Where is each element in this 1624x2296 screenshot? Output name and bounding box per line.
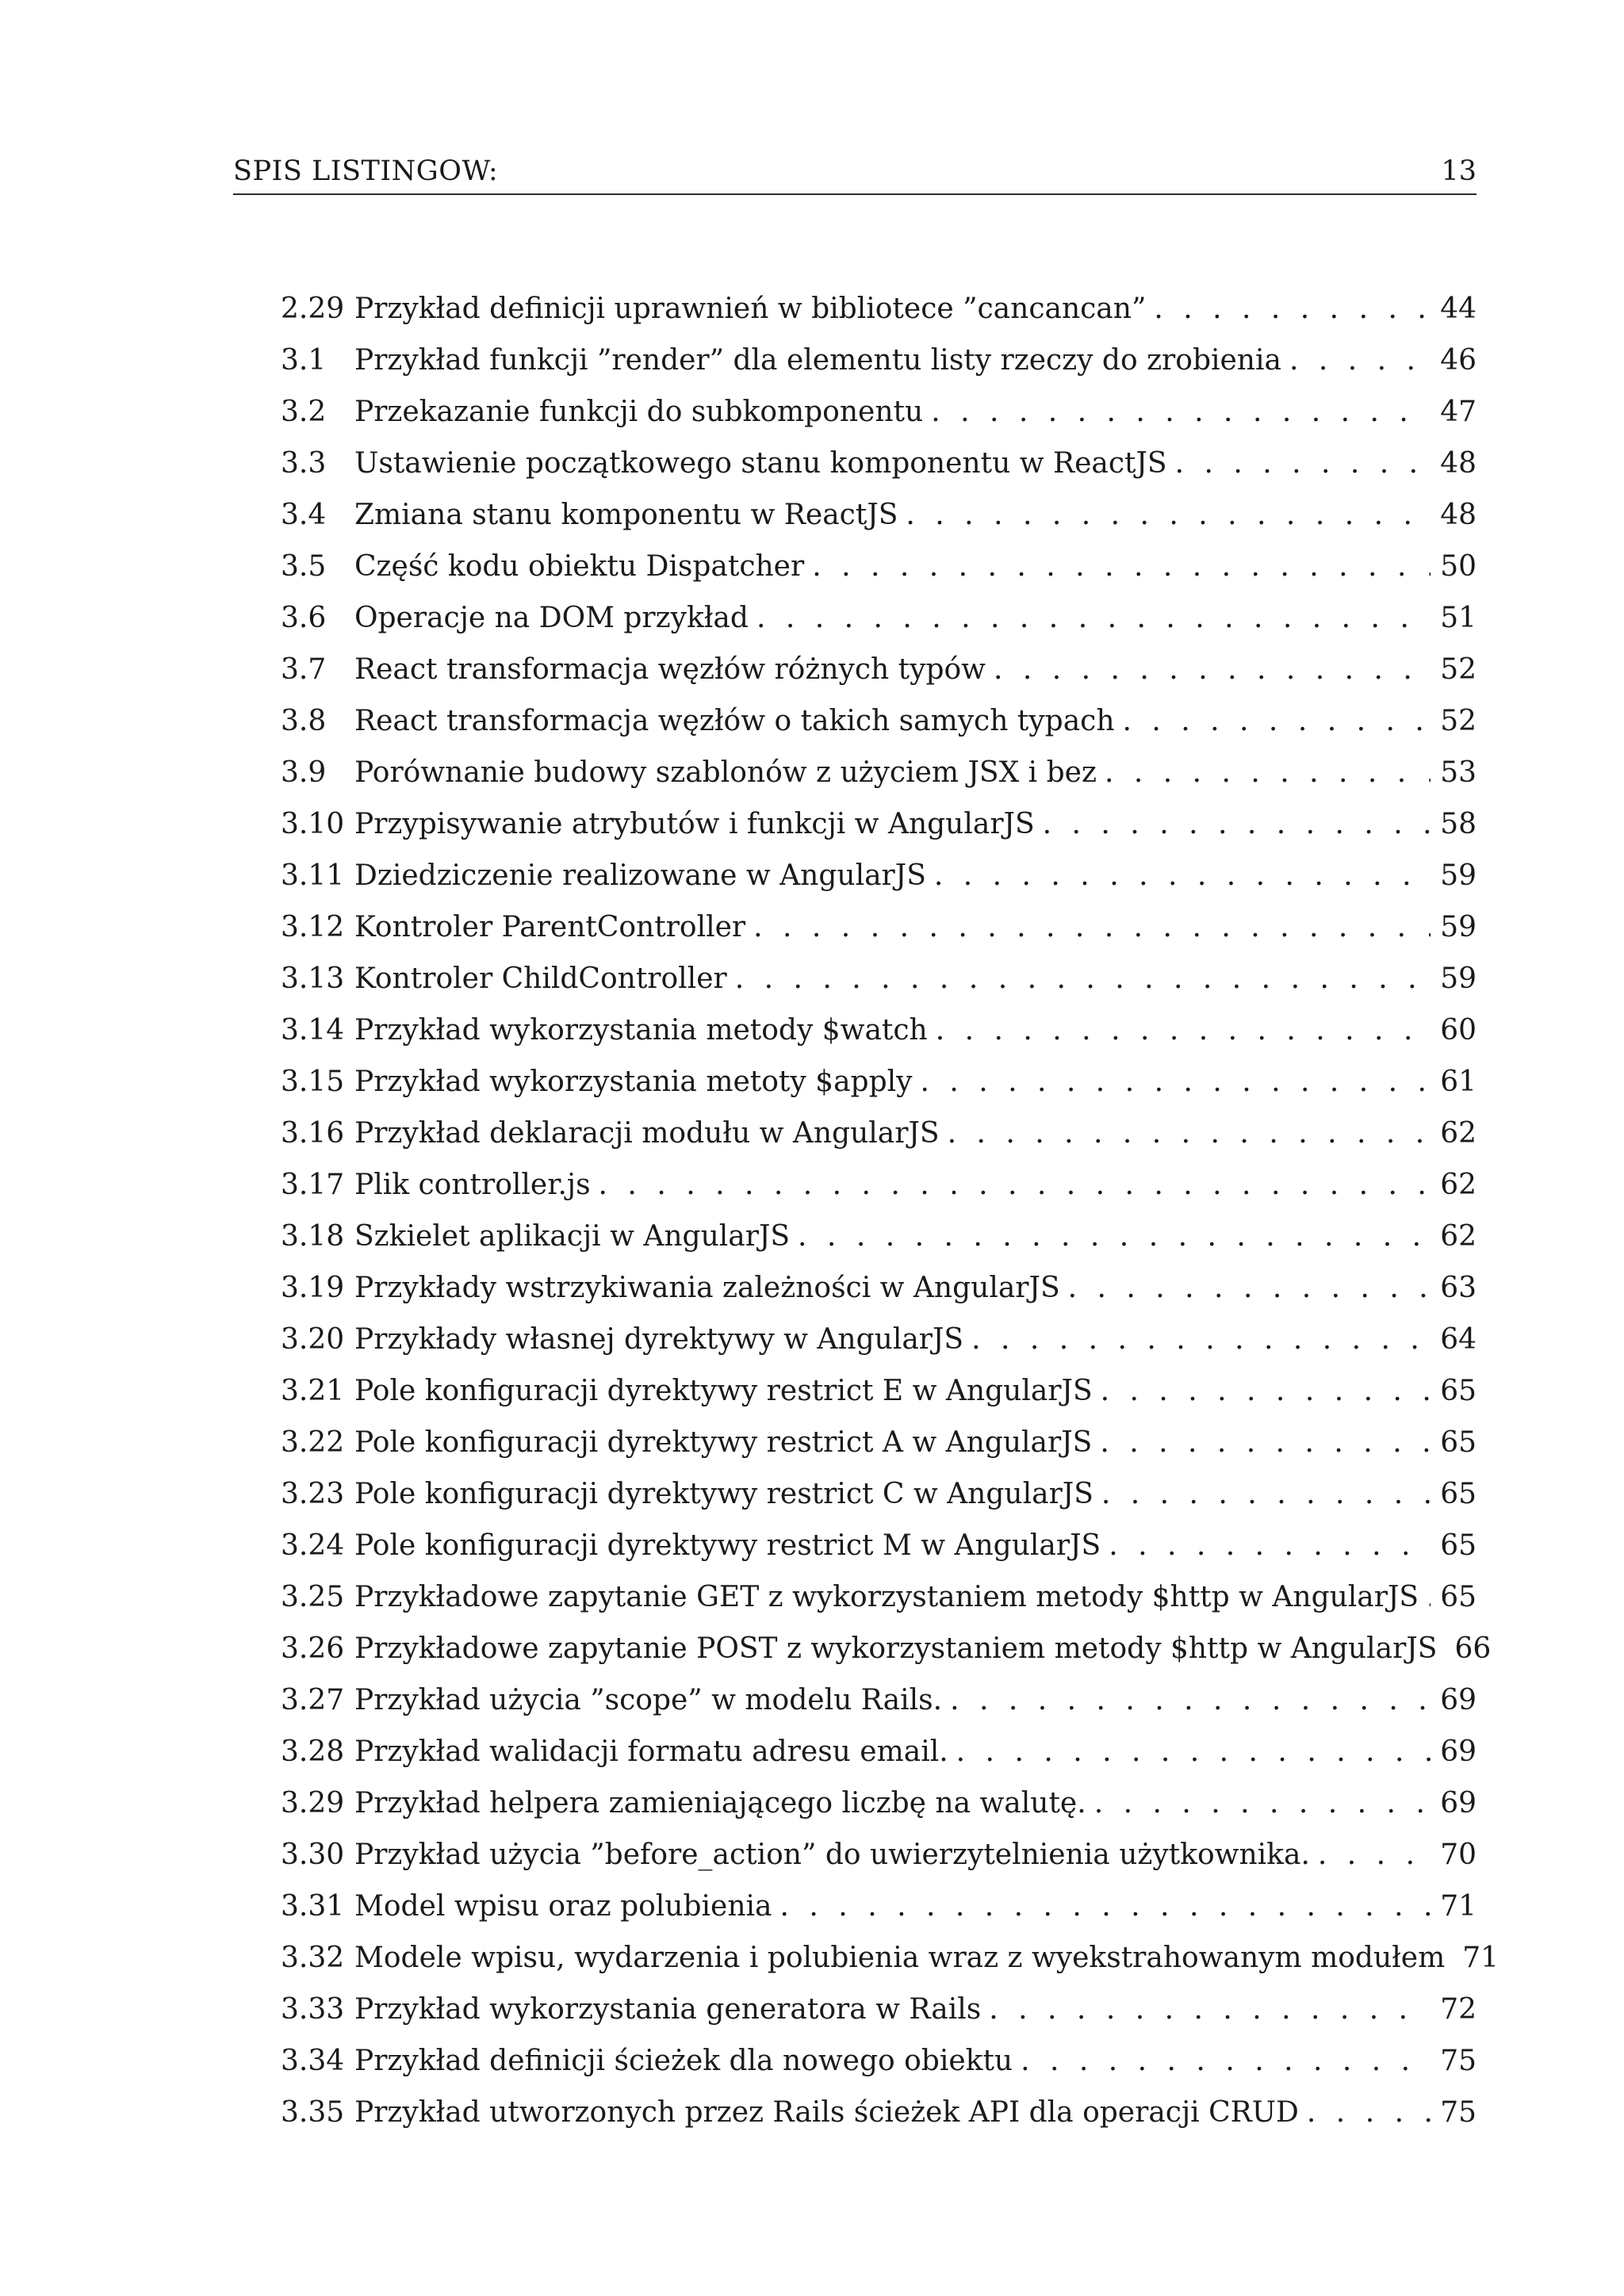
listing-title: Przykład definicji ścieżek dla nowego obiektu bbox=[354, 2045, 1013, 2077]
listing-entry[interactable] bbox=[281, 753, 1477, 805]
listing-title: Pole konfiguracji dyrektywy restrict E w AngularJS bbox=[354, 1375, 1093, 1407]
listing-number: 3.8 bbox=[281, 705, 327, 737]
listing-entry[interactable] bbox=[281, 1114, 1477, 1165]
listing-number: 2.29 bbox=[281, 293, 345, 325]
listing-title: Przykładowe zapytanie POST z wykorzystaniem metody $http w AngularJS bbox=[354, 1632, 1438, 1665]
listing-title: Przykład helpera zamieniającego liczbę na walutę. bbox=[354, 1787, 1086, 1820]
listing-page-number: 69 bbox=[1440, 1787, 1477, 1820]
listing-page-number: 52 bbox=[1440, 653, 1477, 686]
listing-entry[interactable] bbox=[281, 599, 1477, 650]
dot-leader bbox=[1094, 1784, 1431, 1823]
listing-number: 3.2 bbox=[281, 396, 327, 428]
listing-title: Porównanie budowy szablonów z użyciem JSX i bez bbox=[354, 756, 1097, 789]
listing-title: Plik controller.js bbox=[354, 1169, 591, 1201]
listing-title: Dziedziczenie realizowane w AngularJS bbox=[354, 859, 926, 892]
listing-entry[interactable] bbox=[281, 650, 1477, 702]
listing-number: 3.14 bbox=[281, 1014, 345, 1047]
listing-number: 3.10 bbox=[281, 808, 345, 840]
listing-number: 3.16 bbox=[281, 1117, 345, 1150]
listing-number: 3.35 bbox=[281, 2096, 345, 2129]
dot-leader bbox=[780, 1887, 1431, 1927]
listing-number: 3.26 bbox=[281, 1632, 345, 1665]
listing-title: Część kodu obiektu Dispatcher bbox=[354, 550, 805, 583]
listing-page-number: 50 bbox=[1440, 550, 1477, 583]
dot-leader bbox=[756, 599, 1431, 638]
listing-entry[interactable] bbox=[281, 392, 1477, 444]
listing-page-number: 66 bbox=[1454, 1632, 1492, 1665]
listing-title: Przykład definicji uprawnień w bibliotece ”cancancan” bbox=[354, 293, 1147, 325]
listing-entry[interactable] bbox=[281, 856, 1477, 908]
listing-entry[interactable] bbox=[281, 1578, 1477, 1629]
dot-leader bbox=[971, 1320, 1431, 1360]
listing-number: 3.18 bbox=[281, 1220, 345, 1253]
listing-page-number: 53 bbox=[1440, 756, 1477, 789]
listing-number: 3.27 bbox=[281, 1684, 345, 1716]
listing-number: 3.32 bbox=[281, 1942, 345, 1974]
dot-leader bbox=[1101, 1372, 1431, 1411]
listing-page-number: 51 bbox=[1440, 602, 1477, 634]
listing-number: 3.28 bbox=[281, 1735, 345, 1768]
dot-leader bbox=[936, 1011, 1431, 1050]
listing-number: 3.6 bbox=[281, 602, 327, 634]
listing-number: 3.29 bbox=[281, 1787, 345, 1820]
listing-entry[interactable] bbox=[281, 702, 1477, 753]
listing-title: Ustawienie początkowego stanu komponentu w ReactJS bbox=[354, 447, 1167, 480]
listing-number: 3.33 bbox=[281, 1993, 345, 2026]
listing-number: 3.30 bbox=[281, 1839, 345, 1871]
page-number: 13 bbox=[1441, 155, 1477, 187]
listing-title: Przykłady własnej dyrektywy w AngularJS bbox=[354, 1323, 964, 1356]
listing-entry[interactable] bbox=[281, 547, 1477, 599]
listing-number: 3.7 bbox=[281, 653, 327, 686]
listing-page-number: 59 bbox=[1440, 962, 1477, 995]
dot-leader bbox=[1105, 753, 1431, 793]
listing-number: 3.25 bbox=[281, 1581, 345, 1613]
listing-entry[interactable] bbox=[281, 2093, 1477, 2145]
listing-title: Kontroler ChildController bbox=[354, 962, 727, 995]
dot-leader bbox=[994, 650, 1431, 690]
listing-page-number: 71 bbox=[1462, 1942, 1500, 1974]
listing-number: 3.3 bbox=[281, 447, 327, 480]
listing-number: 3.1 bbox=[281, 344, 327, 377]
listing-page-number: 61 bbox=[1440, 1066, 1477, 1098]
page-header bbox=[233, 155, 1477, 195]
listing-entry[interactable] bbox=[281, 1938, 1500, 1990]
listing-entry[interactable] bbox=[281, 1423, 1477, 1475]
listing-entry[interactable] bbox=[281, 1165, 1477, 1217]
listing-number: 3.21 bbox=[281, 1375, 345, 1407]
listing-number: 3.9 bbox=[281, 756, 327, 789]
listing-number: 3.22 bbox=[281, 1426, 345, 1459]
listing-title: Model wpisu oraz polubienia bbox=[354, 1890, 772, 1923]
listing-number: 3.24 bbox=[281, 1529, 345, 1562]
listing-number: 3.31 bbox=[281, 1890, 345, 1923]
dot-leader bbox=[1427, 1578, 1431, 1617]
dot-leader bbox=[948, 1114, 1431, 1154]
listing-entry[interactable] bbox=[281, 1732, 1477, 1784]
dot-leader bbox=[1068, 1269, 1431, 1308]
listing-number: 3.19 bbox=[281, 1272, 345, 1304]
listing-entry[interactable] bbox=[281, 1475, 1477, 1526]
listing-entry[interactable] bbox=[281, 805, 1477, 856]
listing-title: Przykład wykorzystania generatora w Rails bbox=[354, 1993, 982, 2026]
listing-page-number: 59 bbox=[1440, 859, 1477, 892]
listing-title: Modele wpisu, wydarzenia i polubienia wraz z wyekstrahowanym modułem bbox=[354, 1942, 1446, 1974]
listing-title: Kontroler ParentController bbox=[354, 911, 746, 943]
listing-number: 3.34 bbox=[281, 2045, 345, 2077]
listing-title: Szkielet aplikacji w AngularJS bbox=[354, 1220, 791, 1253]
dot-leader bbox=[1109, 1526, 1431, 1566]
listing-title: Pole konfiguracji dyrektywy restrict C w AngularJS bbox=[354, 1478, 1094, 1510]
dot-leader bbox=[1307, 2093, 1431, 2133]
dot-leader bbox=[1101, 1475, 1431, 1514]
listing-page-number: 65 bbox=[1440, 1478, 1477, 1510]
listing-title: Pole konfiguracji dyrektywy restrict M w AngularJS bbox=[354, 1529, 1101, 1562]
listing-title: Operacje na DOM przykład bbox=[354, 602, 749, 634]
listing-page-number: 63 bbox=[1440, 1272, 1477, 1304]
running-title: SPIS LISTINGOW: bbox=[233, 155, 499, 187]
listing-page-number: 48 bbox=[1440, 447, 1477, 480]
listing-title: Przykładowe zapytanie GET z wykorzystaniem metody $http w AngularJS bbox=[354, 1581, 1419, 1613]
listing-number: 3.11 bbox=[281, 859, 345, 892]
listing-title: Pole konfiguracji dyrektywy restrict A w AngularJS bbox=[354, 1426, 1093, 1459]
listing-entry[interactable] bbox=[281, 1269, 1477, 1320]
listing-page-number: 64 bbox=[1440, 1323, 1477, 1356]
dot-leader bbox=[1154, 289, 1431, 329]
listing-page-number: 69 bbox=[1440, 1684, 1477, 1716]
listing-page-number: 62 bbox=[1440, 1117, 1477, 1150]
listing-title: Przykład deklaracji modułu w AngularJS bbox=[354, 1117, 940, 1150]
listing-entry[interactable] bbox=[281, 1526, 1477, 1578]
listing-number: 3.13 bbox=[281, 962, 345, 995]
listing-title: Przypisywanie atrybutów i funkcji w AngularJS bbox=[354, 808, 1035, 840]
listing-title: Przykład walidacji formatu adresu email. bbox=[354, 1735, 948, 1768]
listing-page-number: 70 bbox=[1440, 1839, 1477, 1871]
dot-leader bbox=[931, 392, 1431, 432]
listing-number: 3.17 bbox=[281, 1169, 345, 1201]
listing-entry[interactable] bbox=[281, 1217, 1477, 1269]
dot-leader bbox=[989, 1990, 1431, 2030]
listing-title: Przykłady wstrzykiwania zależności w AngularJS bbox=[354, 1272, 1060, 1304]
listing-page-number: 65 bbox=[1440, 1529, 1477, 1562]
listing-page-number: 72 bbox=[1440, 1993, 1477, 2026]
dot-leader bbox=[906, 496, 1431, 535]
listing-page-number: 65 bbox=[1440, 1375, 1477, 1407]
listing-title: React transformacja węzłów różnych typów bbox=[354, 653, 986, 686]
listing-number: 3.20 bbox=[281, 1323, 345, 1356]
listing-number: 3.15 bbox=[281, 1066, 345, 1098]
listing-entry[interactable] bbox=[281, 1784, 1477, 1835]
listing-entry[interactable] bbox=[281, 444, 1477, 496]
listing-entry[interactable] bbox=[281, 1681, 1477, 1732]
listing-entry[interactable] bbox=[281, 2042, 1477, 2093]
listing-entry[interactable] bbox=[281, 1887, 1477, 1938]
listing-page-number: 46 bbox=[1440, 344, 1477, 377]
dot-leader bbox=[798, 1217, 1431, 1257]
listing-title: Przykład użycia ”before_action” do uwierzytelnienia użytkownika. bbox=[354, 1839, 1310, 1871]
listing-entry[interactable] bbox=[281, 1372, 1477, 1423]
listing-page-number: 62 bbox=[1440, 1169, 1477, 1201]
listing-title: React transformacja węzłów o takich samych typach bbox=[354, 705, 1115, 737]
listing-list bbox=[281, 289, 1500, 2145]
dot-leader bbox=[812, 547, 1431, 587]
listing-page-number: 69 bbox=[1440, 1735, 1477, 1768]
listing-title: Przykład wykorzystania metoty $apply bbox=[354, 1066, 913, 1098]
listing-number: 3.12 bbox=[281, 911, 345, 943]
listing-page-number: 75 bbox=[1440, 2096, 1477, 2129]
listing-entry[interactable] bbox=[281, 341, 1477, 392]
dot-leader bbox=[920, 1062, 1431, 1102]
dot-leader bbox=[1175, 444, 1431, 484]
listing-number: 3.5 bbox=[281, 550, 327, 583]
listing-entry[interactable] bbox=[281, 1011, 1477, 1062]
listing-entry[interactable] bbox=[281, 908, 1477, 959]
dot-leader bbox=[599, 1165, 1431, 1205]
dot-leader bbox=[1289, 341, 1431, 381]
dot-leader bbox=[934, 856, 1431, 896]
listing-page-number: 65 bbox=[1440, 1581, 1477, 1613]
listing-page-number: 62 bbox=[1440, 1220, 1477, 1253]
dot-leader bbox=[1123, 702, 1431, 741]
listing-page-number: 65 bbox=[1440, 1426, 1477, 1459]
dot-leader bbox=[735, 959, 1431, 999]
listing-page-number: 47 bbox=[1440, 396, 1477, 428]
listing-title: Przykład wykorzystania metody $watch bbox=[354, 1014, 928, 1047]
listing-page-number: 58 bbox=[1440, 808, 1477, 840]
listing-page-number: 52 bbox=[1440, 705, 1477, 737]
listing-title: Przykład użycia ”scope” w modelu Rails. bbox=[354, 1684, 943, 1716]
listing-page-number: 75 bbox=[1440, 2045, 1477, 2077]
dot-leader bbox=[1100, 1423, 1431, 1463]
listing-page-number: 60 bbox=[1440, 1014, 1477, 1047]
listing-title: Przekazanie funkcji do subkomponentu bbox=[354, 396, 924, 428]
listing-number: 3.4 bbox=[281, 499, 327, 531]
listing-page-number: 71 bbox=[1440, 1890, 1477, 1923]
listing-entry[interactable] bbox=[281, 289, 1477, 341]
listing-title: Zmiana stanu komponentu w ReactJS bbox=[354, 499, 898, 531]
listing-title: Przykład funkcji ”render” dla elementu listy rzeczy do zrobienia bbox=[354, 344, 1281, 377]
listing-page-number: 48 bbox=[1440, 499, 1477, 531]
listing-entry[interactable] bbox=[281, 1629, 1492, 1681]
listing-entry[interactable] bbox=[281, 1835, 1477, 1887]
listing-page-number: 44 bbox=[1440, 293, 1477, 325]
dot-leader bbox=[1318, 1835, 1431, 1875]
listing-title: Przykład utworzonych przez Rails ścieżek API dla operacji CRUD bbox=[354, 2096, 1299, 2129]
listing-entry[interactable] bbox=[281, 1062, 1477, 1114]
listing-entry[interactable] bbox=[281, 496, 1477, 547]
listing-page-number: 59 bbox=[1440, 911, 1477, 943]
listing-entry[interactable] bbox=[281, 959, 1477, 1011]
listing-entry[interactable] bbox=[281, 1990, 1477, 2042]
dot-leader bbox=[956, 1732, 1431, 1772]
dot-leader bbox=[950, 1681, 1431, 1720]
dot-leader bbox=[1021, 2042, 1431, 2081]
listing-entry[interactable] bbox=[281, 1320, 1477, 1372]
dot-leader bbox=[1043, 805, 1431, 844]
dot-leader bbox=[753, 908, 1431, 947]
listing-number: 3.23 bbox=[281, 1478, 345, 1510]
